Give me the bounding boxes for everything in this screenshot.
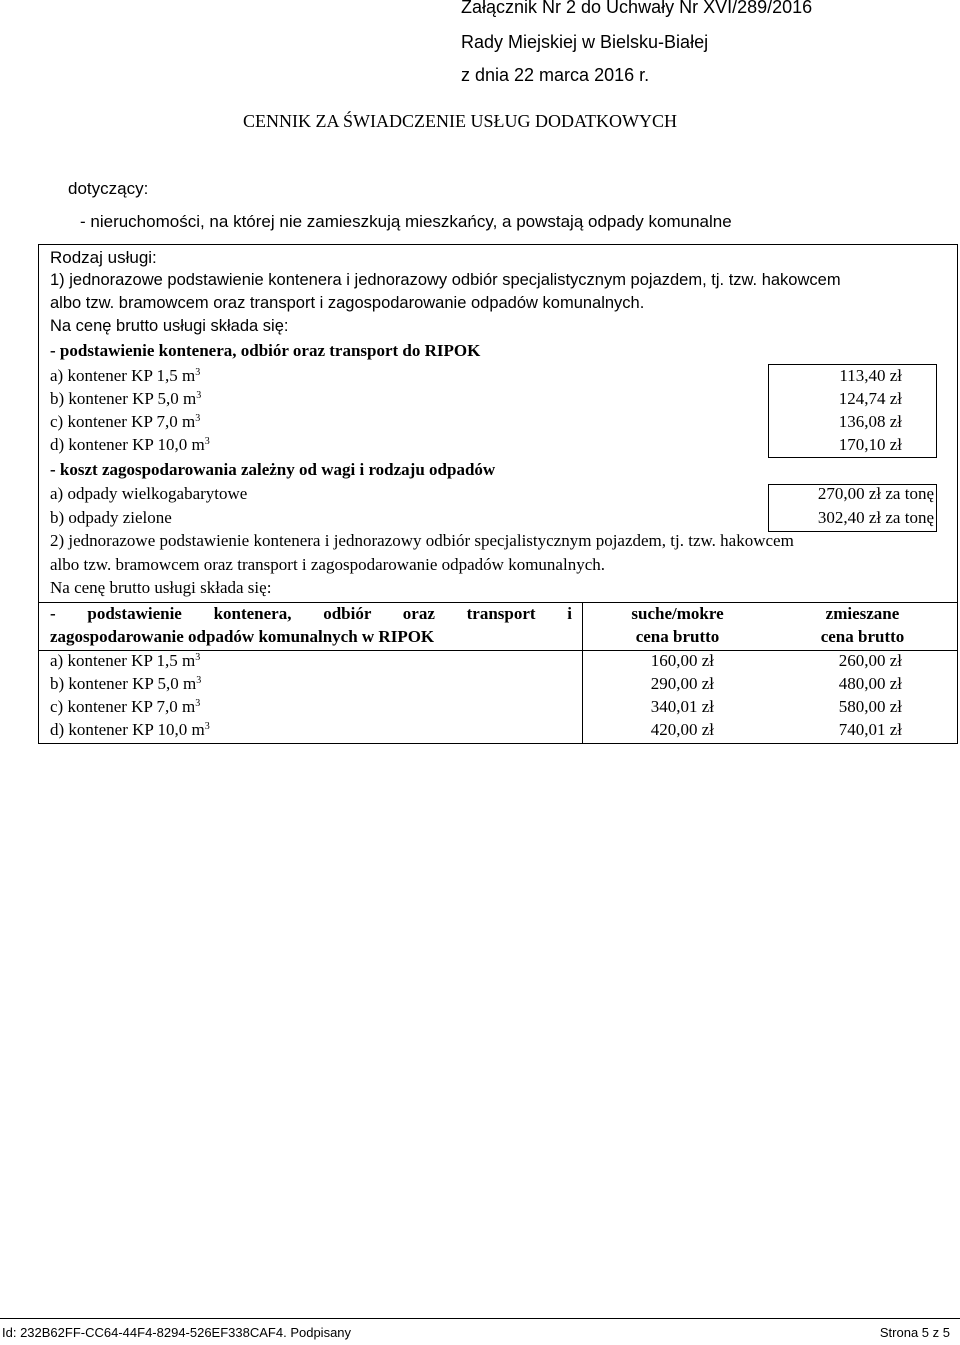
service1-section-b-title: - koszt zagospodarowania zależny od wagi i rodzaju odpadów <box>50 460 496 479</box>
container-price: 124,74 zł <box>838 389 902 408</box>
waste-label: b) odpady zielone <box>50 508 172 527</box>
table-row <box>50 674 201 694</box>
concerns-label: dotyczący: <box>68 179 149 198</box>
dry-price: 420,00 zł <box>650 720 714 739</box>
container-label: c) kontener KP 7,0 m <box>50 412 196 431</box>
unit-superscript: 3 <box>196 390 202 401</box>
container-label: d) kontener KP 10,0 m <box>50 435 205 454</box>
table-row <box>50 651 200 671</box>
dry-price: 290,00 zł <box>650 674 714 693</box>
col-dry-subheader: cena brutto <box>635 627 720 646</box>
mixed-price: 740,01 zł <box>838 720 902 739</box>
unit-superscript: 3 <box>204 436 210 447</box>
row-label: a) kontener KP 1,5 m <box>50 651 196 670</box>
service2-composition: Na cenę brutto usługi składa się: <box>50 578 272 597</box>
unit-superscript: 3 <box>195 698 201 709</box>
unit-superscript: 3 <box>195 413 201 424</box>
container-price: 136,08 zł <box>838 412 902 431</box>
col-mixed-header: zmieszane <box>825 604 900 623</box>
unit-superscript: 3 <box>196 675 202 686</box>
unit-superscript: 3 <box>195 367 201 378</box>
service2-desc-line1: 2) jednorazowe podstawienie kontenera i jednorazowy odbiór specjalistycznym pojazdem, tj. tzw. hakowcem <box>50 531 794 550</box>
container-row <box>50 412 200 432</box>
footer-id: Id: 232B62FF-CC64-44F4-8294-526EF338CAF4. Podpisany <box>2 1325 352 1340</box>
service1-composition: Na cenę brutto usługi składa się: <box>50 317 289 335</box>
container-price: 113,40 zł <box>839 366 902 385</box>
mixed-price: 260,00 zł <box>838 651 902 670</box>
attachment-header-line3: z dnia 22 marca 2016 r. <box>461 65 650 85</box>
concerns-item: - nieruchomości, na której nie zamieszkują mieszkańcy, a powstają odpady komunalne <box>80 212 732 231</box>
dry-price: 340,01 zł <box>650 697 714 716</box>
table-column-divider <box>582 602 583 744</box>
container-row <box>50 366 200 386</box>
footer-page-number: Strona 5 z 5 <box>879 1325 950 1340</box>
service1-desc-line1: 1) jednorazowe podstawienie kontenera i jednorazowy odbiór specjalistycznym pojazdem, tj. tzw. hakowcem <box>50 271 841 289</box>
unit-superscript: 3 <box>195 652 201 663</box>
row-label: c) kontener KP 7,0 m <box>50 697 196 716</box>
service2-desc-line2: albo tzw. bramowcem oraz transport i zagospodarowanie odpadów komunalnych. <box>50 555 605 574</box>
waste-price: 302,40 zł za tonę <box>817 508 934 527</box>
service1-section-a-title: - podstawienie kontenera, odbiór oraz transport do RIPOK <box>50 341 481 360</box>
mixed-price: 480,00 zł <box>838 674 902 693</box>
container-row <box>50 435 210 455</box>
table-top-border <box>38 602 958 603</box>
container-row <box>50 389 201 409</box>
col-mixed-subheader: cena brutto <box>820 627 905 646</box>
table-row <box>50 720 210 740</box>
container-label: b) kontener KP 5,0 m <box>50 389 197 408</box>
footer-divider <box>0 1318 960 1319</box>
table-row <box>50 697 200 717</box>
waste-price: 270,00 zł za tonę <box>817 484 934 503</box>
service-type-label: Rodzaj usługi: <box>50 248 157 267</box>
service1-desc-line2: albo tzw. bramowcem oraz transport i zagospodarowanie odpadów komunalnych. <box>50 294 645 312</box>
container-label: a) kontener KP 1,5 m <box>50 366 196 385</box>
col-dry-header: suche/mokre <box>631 604 724 623</box>
table-header-line2: zagospodarowanie odpadów komunalnych w RIPOK <box>50 627 435 646</box>
waste-label: a) odpady wielkogabarytowe <box>50 484 248 503</box>
row-label: b) kontener KP 5,0 m <box>50 674 197 693</box>
mixed-price: 580,00 zł <box>838 697 902 716</box>
table-header-line1: - podstawienie kontenera, odbiór oraz transport i <box>50 604 572 623</box>
row-label: d) kontener KP 10,0 m <box>50 720 205 739</box>
page-title: CENNIK ZA ŚWIADCZENIE USŁUG DODATKOWYCH <box>243 111 677 131</box>
attachment-header-line1: Załącznik Nr 2 do Uchwały Nr XVI/289/2016 <box>461 0 813 17</box>
dry-price: 160,00 zł <box>650 651 714 670</box>
attachment-header-line2: Rady Miejskiej w Bielsku-Białej <box>461 32 709 52</box>
container-price: 170,10 zł <box>838 435 902 454</box>
unit-superscript: 3 <box>204 721 210 732</box>
